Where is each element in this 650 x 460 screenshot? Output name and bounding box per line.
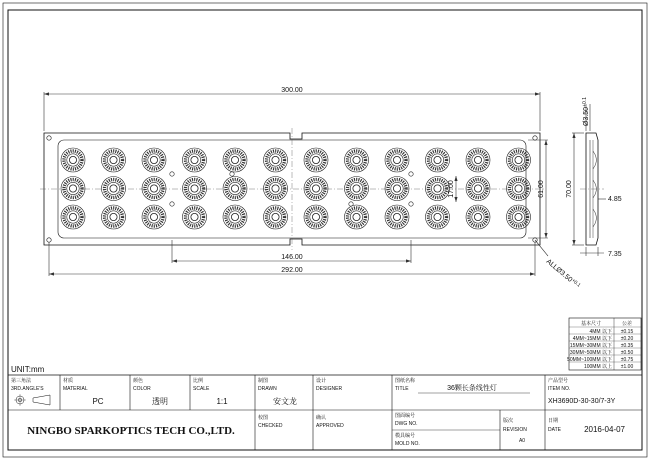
small-hole <box>349 202 353 206</box>
date-value: 2016-04-07 <box>584 425 625 434</box>
tol-row-size: 4MM 以下 <box>589 329 612 335</box>
scale-value: 1:1 <box>216 397 228 406</box>
company-name: NINGBO SPARKOPTICS TECH CO.,LTD. <box>27 425 235 437</box>
lens <box>183 148 207 172</box>
small-hole <box>170 172 174 176</box>
approved-cn: 确认 <box>316 415 327 421</box>
tol-header-tol: 公差 <box>621 321 633 327</box>
mold-cn: 模具编号 <box>395 433 416 439</box>
scale-cn: 比例 <box>193 378 204 384</box>
lens <box>426 205 450 229</box>
lens <box>426 148 450 172</box>
tol-row-size: 100MM 以上 <box>583 364 612 370</box>
designer-cn: 设计 <box>316 378 327 384</box>
dim-inner-height: 17.00 <box>448 180 455 198</box>
revision-value: A0 <box>518 438 526 444</box>
mold-en: MOLD NO. <box>395 441 420 447</box>
lens <box>142 177 166 201</box>
lens <box>426 177 450 201</box>
item-en: ITEM NO. <box>548 386 571 392</box>
color-cn: 颜色 <box>133 378 144 384</box>
lens <box>507 205 531 229</box>
tol-row-value: ±0.75 <box>620 357 634 363</box>
lens <box>142 205 166 229</box>
lens <box>385 148 409 172</box>
checked-en: CHECKED <box>258 423 283 429</box>
dim-inner-span: 146.00 <box>281 254 303 261</box>
material-cn: 材质 <box>63 378 74 384</box>
tol-row-value: ±0.20 <box>620 336 634 342</box>
lens <box>102 205 126 229</box>
color-value: 透明 <box>152 397 168 406</box>
third-angle-projection-icon <box>14 394 50 406</box>
item-value: XH3690D-30-30/7-3Y <box>548 398 616 405</box>
tol-row-size: 4MM~15MM 以下 <box>572 336 612 342</box>
lens <box>264 148 288 172</box>
tolerance-table <box>567 318 641 370</box>
material-value: PC <box>92 397 104 406</box>
lens <box>183 177 207 201</box>
date-en: DATE <box>548 427 561 433</box>
title-en: TITLE <box>395 386 409 392</box>
lens <box>466 205 490 229</box>
lens <box>223 177 247 201</box>
tol-row-size: 30MM~50MM 以下 <box>569 350 612 356</box>
lens <box>264 177 288 201</box>
date-cn: 日期 <box>548 418 559 424</box>
tol-row-value: ±0.15 <box>620 329 634 335</box>
side-rib <box>593 209 597 227</box>
title-value: 36颗长条线性灯 <box>447 385 497 392</box>
title-block <box>8 375 642 450</box>
projection-en: 3RD.ANGLE'S <box>11 386 44 392</box>
lens <box>61 177 85 201</box>
tol-row-value: ±1.00 <box>620 364 634 370</box>
lens <box>264 205 288 229</box>
lens <box>304 205 328 229</box>
dwg-en: DWG NO. <box>395 421 418 427</box>
side-rib <box>593 151 597 169</box>
color-en: COLOR <box>133 386 151 392</box>
material-en: MATERIAL <box>63 386 88 392</box>
lens <box>183 205 207 229</box>
designer-en: DESIGNER <box>316 386 343 392</box>
small-hole <box>230 172 234 176</box>
lens <box>304 148 328 172</box>
tol-header-size: 基本尺寸 <box>580 321 602 327</box>
lens <box>61 148 85 172</box>
small-hole <box>409 202 413 206</box>
mount-hole-tl <box>47 136 51 140</box>
dim-side-depth: 7.35 <box>608 251 622 258</box>
inner-frame <box>8 10 642 450</box>
dim-top-hole-dia: $Ø3.50^{+0.1}$ <box>582 97 590 126</box>
tol-row-size: 15MM~30MM 以下 <box>569 343 612 349</box>
dim-all-hole-dia: $ALLØ3.50^{+0.1}$ <box>544 258 582 289</box>
lens <box>466 148 490 172</box>
lens <box>507 177 531 201</box>
drawn-en: DRAWN <box>258 386 277 392</box>
small-hole <box>409 172 413 176</box>
lens <box>345 177 369 201</box>
lens <box>507 148 531 172</box>
lens <box>466 177 490 201</box>
lens <box>223 148 247 172</box>
lens <box>304 177 328 201</box>
dim-hole-span: 292.00 <box>281 267 303 274</box>
lens <box>102 177 126 201</box>
mount-hole-tr <box>533 136 537 140</box>
dim-height-61: 61.00 <box>538 180 545 198</box>
front-view <box>40 128 545 250</box>
revision-cn: 版次 <box>503 418 514 424</box>
mount-hole-bl <box>47 238 51 242</box>
tol-row-value: ±0.50 <box>620 350 634 356</box>
dwg-cn: 图面编号 <box>395 413 416 419</box>
lens <box>61 205 85 229</box>
projection-cn: 第三角法 <box>11 378 32 384</box>
lens <box>345 148 369 172</box>
title-cn: 图纸名称 <box>395 378 416 384</box>
lens <box>142 148 166 172</box>
small-hole <box>170 202 174 206</box>
drawn-value: 安文龙 <box>273 397 297 406</box>
revision-en: REVISION <box>503 427 527 433</box>
dim-height-70: 70.00 <box>566 180 573 198</box>
scale-en: SCALE <box>193 386 210 392</box>
drawn-cn: 制图 <box>258 378 269 384</box>
unit-label: UNIT:mm <box>11 365 45 374</box>
lens <box>385 205 409 229</box>
dim-overall-length: 300.00 <box>281 87 303 94</box>
lens <box>102 148 126 172</box>
checked-cn: 校图 <box>258 415 269 421</box>
lens <box>385 177 409 201</box>
approved-en: APPROVED <box>316 423 344 429</box>
lens <box>345 205 369 229</box>
item-cn: 产品型号 <box>548 378 569 384</box>
dim-thickness: 4.85 <box>608 196 622 203</box>
tol-row-value: ±0.35 <box>620 343 634 349</box>
lens <box>223 205 247 229</box>
tol-row-size: 50MM~100MM 以下 <box>567 357 612 363</box>
side-view <box>566 97 622 258</box>
lens-array <box>61 148 531 229</box>
